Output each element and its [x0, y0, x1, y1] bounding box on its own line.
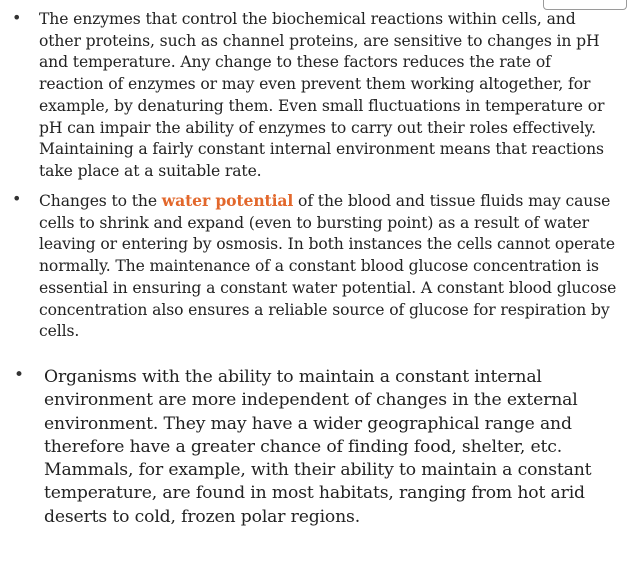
bullet-text-independence: Organisms with the ability to maintain a constant internal environment are more independent of changes in the external environment. They may have a wider geographical range and therefore have a greater chance of finding food, shelter, etc. Mammals, for example, with their ability to maintain a constant temperature, are found in most habitats, ranging from hot arid deserts to cold, frozen polar regions.	[44, 367, 592, 527]
bullet-text-water-potential	[39, 190, 619, 343]
bullet-icon: •	[14, 365, 25, 385]
text-segment: of the blood and tissue fluids may cause cells to shrink and expand (even to bursting point) as a result of water leaving or entering by osmosis. In both instances the cells cannot operate normally. The maintenance of a constant blood glucose concentration is essential in ensuring a constant water potential. A constant blood glucose concentration also ensures a reliable source of glucose for respiration by cells.	[39, 192, 617, 341]
key-term-water-potential: water potential	[161, 191, 294, 210]
text-segment: Changes to the	[39, 192, 162, 210]
bullet-text-enzymes: The enzymes that control the biochemical reactions within cells, and other proteins, such as channel proteins, are sensitive to changes in pH and temperature. Any change to these factors reduces the rate of reaction of enzymes or may even prevent them working altogether, for example, by denaturing them. Even small fluctuations in temperature or pH can impair the ability of enzymes to carry out their roles effectively. Maintaining a fairly constant internal environment means that reactions take place at a suitable rate.	[39, 10, 605, 180]
bullet-icon: •	[12, 8, 22, 27]
bullet-icon: •	[12, 189, 22, 208]
